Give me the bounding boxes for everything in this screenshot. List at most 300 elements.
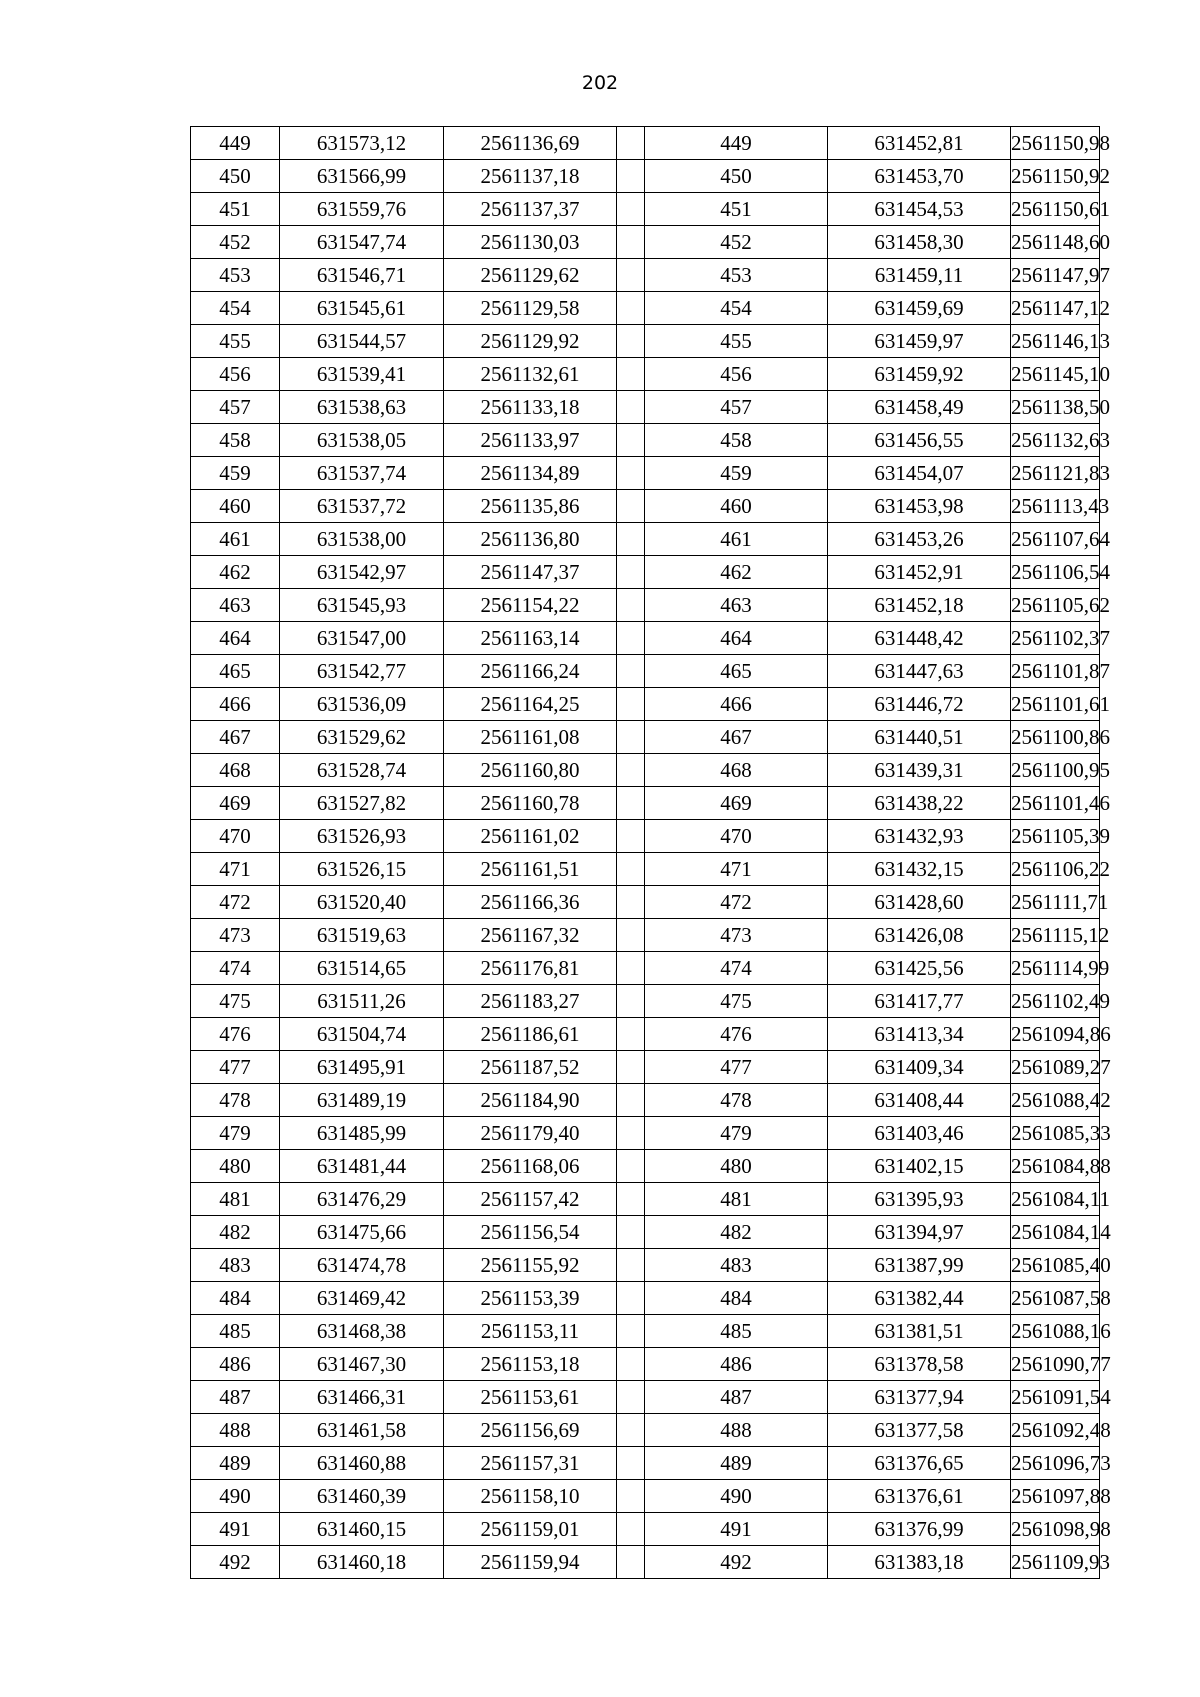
point-number-right: 484 <box>645 1282 828 1315</box>
y-coordinate-right: 2561106,22 <box>1011 853 1100 886</box>
point-number-right: 453 <box>645 259 828 292</box>
y-coordinate-left: 2561136,69 <box>444 127 617 160</box>
x-coordinate-right: 631459,11 <box>828 259 1011 292</box>
point-number-right: 473 <box>645 919 828 952</box>
table-row <box>191 457 1100 490</box>
table-row <box>191 1315 1100 1348</box>
table-row <box>191 1447 1100 1480</box>
point-number-left: 472 <box>191 886 280 919</box>
separator-cell <box>617 655 645 688</box>
point-number-left: 476 <box>191 1018 280 1051</box>
x-coordinate-left: 631547,00 <box>280 622 444 655</box>
x-coordinate-left: 631542,77 <box>280 655 444 688</box>
point-number-left: 480 <box>191 1150 280 1183</box>
y-coordinate-left: 2561160,80 <box>444 754 617 787</box>
x-coordinate-left: 631573,12 <box>280 127 444 160</box>
y-coordinate-right: 2561084,11 <box>1011 1183 1100 1216</box>
x-coordinate-left: 631485,99 <box>280 1117 444 1150</box>
separator-cell <box>617 853 645 886</box>
y-coordinate-right: 2561102,49 <box>1011 985 1100 1018</box>
y-coordinate-left: 2561161,02 <box>444 820 617 853</box>
y-coordinate-left: 2561134,89 <box>444 457 617 490</box>
separator-cell <box>617 193 645 226</box>
x-coordinate-right: 631395,93 <box>828 1183 1011 1216</box>
table-row <box>191 919 1100 952</box>
y-coordinate-left: 2561168,06 <box>444 1150 617 1183</box>
point-number-right: 487 <box>645 1381 828 1414</box>
y-coordinate-left: 2561179,40 <box>444 1117 617 1150</box>
point-number-right: 483 <box>645 1249 828 1282</box>
y-coordinate-left: 2561186,61 <box>444 1018 617 1051</box>
y-coordinate-right: 2561106,54 <box>1011 556 1100 589</box>
point-number-right: 476 <box>645 1018 828 1051</box>
x-coordinate-left: 631461,58 <box>280 1414 444 1447</box>
x-coordinate-right: 631382,44 <box>828 1282 1011 1315</box>
table-row <box>191 1117 1100 1150</box>
point-number-right: 485 <box>645 1315 828 1348</box>
point-number-left: 481 <box>191 1183 280 1216</box>
table-row <box>191 1216 1100 1249</box>
x-coordinate-left: 631467,30 <box>280 1348 444 1381</box>
x-coordinate-left: 631538,00 <box>280 523 444 556</box>
separator-cell <box>617 787 645 820</box>
separator-cell <box>617 259 645 292</box>
point-number-right: 488 <box>645 1414 828 1447</box>
y-coordinate-right: 2561105,39 <box>1011 820 1100 853</box>
point-number-left: 487 <box>191 1381 280 1414</box>
separator-cell <box>617 688 645 721</box>
point-number-right: 466 <box>645 688 828 721</box>
y-coordinate-right: 2561107,64 <box>1011 523 1100 556</box>
point-number-right: 465 <box>645 655 828 688</box>
point-number-left: 452 <box>191 226 280 259</box>
y-coordinate-right: 2561101,87 <box>1011 655 1100 688</box>
point-number-right: 481 <box>645 1183 828 1216</box>
table-row <box>191 1381 1100 1414</box>
x-coordinate-right: 631452,18 <box>828 589 1011 622</box>
y-coordinate-left: 2561137,18 <box>444 160 617 193</box>
y-coordinate-left: 2561155,92 <box>444 1249 617 1282</box>
table-row <box>191 1183 1100 1216</box>
y-coordinate-right: 2561094,86 <box>1011 1018 1100 1051</box>
point-number-left: 486 <box>191 1348 280 1381</box>
separator-cell <box>617 1249 645 1282</box>
x-coordinate-left: 631489,19 <box>280 1084 444 1117</box>
table-row <box>191 1150 1100 1183</box>
y-coordinate-right: 2561101,61 <box>1011 688 1100 721</box>
x-coordinate-right: 631381,51 <box>828 1315 1011 1348</box>
x-coordinate-right: 631376,99 <box>828 1513 1011 1546</box>
x-coordinate-right: 631458,49 <box>828 391 1011 424</box>
y-coordinate-right: 2561088,16 <box>1011 1315 1100 1348</box>
table-row <box>191 325 1100 358</box>
x-coordinate-right: 631453,70 <box>828 160 1011 193</box>
point-number-right: 454 <box>645 292 828 325</box>
point-number-right: 478 <box>645 1084 828 1117</box>
point-number-right: 482 <box>645 1216 828 1249</box>
y-coordinate-right: 2561148,60 <box>1011 226 1100 259</box>
x-coordinate-right: 631387,99 <box>828 1249 1011 1282</box>
y-coordinate-right: 2561096,73 <box>1011 1447 1100 1480</box>
x-coordinate-left: 631527,82 <box>280 787 444 820</box>
separator-cell <box>617 1282 645 1315</box>
y-coordinate-right: 2561098,98 <box>1011 1513 1100 1546</box>
point-number-left: 489 <box>191 1447 280 1480</box>
point-number-left: 490 <box>191 1480 280 1513</box>
x-coordinate-left: 631495,91 <box>280 1051 444 1084</box>
separator-cell <box>617 919 645 952</box>
x-coordinate-right: 631459,97 <box>828 325 1011 358</box>
point-number-left: 457 <box>191 391 280 424</box>
separator-cell <box>617 754 645 787</box>
x-coordinate-right: 631453,98 <box>828 490 1011 523</box>
y-coordinate-right: 2561150,98 <box>1011 127 1100 160</box>
point-number-right: 471 <box>645 853 828 886</box>
y-coordinate-left: 2561153,11 <box>444 1315 617 1348</box>
x-coordinate-right: 631403,46 <box>828 1117 1011 1150</box>
table-row <box>191 853 1100 886</box>
y-coordinate-right: 2561132,63 <box>1011 424 1100 457</box>
x-coordinate-left: 631460,39 <box>280 1480 444 1513</box>
y-coordinate-right: 2561090,77 <box>1011 1348 1100 1381</box>
x-coordinate-right: 631453,26 <box>828 523 1011 556</box>
x-coordinate-right: 631459,92 <box>828 358 1011 391</box>
x-coordinate-right: 631409,34 <box>828 1051 1011 1084</box>
y-coordinate-right: 2561150,61 <box>1011 193 1100 226</box>
point-number-right: 450 <box>645 160 828 193</box>
point-number-left: 471 <box>191 853 280 886</box>
point-number-left: 473 <box>191 919 280 952</box>
x-coordinate-right: 631456,55 <box>828 424 1011 457</box>
point-number-right: 477 <box>645 1051 828 1084</box>
x-coordinate-left: 631546,71 <box>280 259 444 292</box>
point-number-right: 459 <box>645 457 828 490</box>
y-coordinate-right: 2561105,62 <box>1011 589 1100 622</box>
x-coordinate-left: 631474,78 <box>280 1249 444 1282</box>
separator-cell <box>617 358 645 391</box>
point-number-left: 462 <box>191 556 280 589</box>
x-coordinate-left: 631469,42 <box>280 1282 444 1315</box>
point-number-left: 456 <box>191 358 280 391</box>
table-row <box>191 1546 1100 1579</box>
separator-cell <box>617 1084 645 1117</box>
table-row <box>191 820 1100 853</box>
point-number-left: 491 <box>191 1513 280 1546</box>
point-number-right: 462 <box>645 556 828 589</box>
x-coordinate-right: 631394,97 <box>828 1216 1011 1249</box>
y-coordinate-left: 2561158,10 <box>444 1480 617 1513</box>
y-coordinate-left: 2561164,25 <box>444 688 617 721</box>
y-coordinate-left: 2561159,94 <box>444 1546 617 1579</box>
x-coordinate-left: 631536,09 <box>280 688 444 721</box>
y-coordinate-right: 2561085,33 <box>1011 1117 1100 1150</box>
table-row <box>191 721 1100 754</box>
point-number-right: 470 <box>645 820 828 853</box>
x-coordinate-left: 631559,76 <box>280 193 444 226</box>
separator-cell <box>617 391 645 424</box>
y-coordinate-right: 2561091,54 <box>1011 1381 1100 1414</box>
separator-cell <box>617 1513 645 1546</box>
point-number-right: 475 <box>645 985 828 1018</box>
point-number-right: 455 <box>645 325 828 358</box>
y-coordinate-right: 2561100,95 <box>1011 754 1100 787</box>
x-coordinate-right: 631432,15 <box>828 853 1011 886</box>
separator-cell <box>617 985 645 1018</box>
separator-cell <box>617 952 645 985</box>
coordinates-table-body <box>191 127 1111 1579</box>
x-coordinate-right: 631454,07 <box>828 457 1011 490</box>
point-number-right: 463 <box>645 589 828 622</box>
table-row <box>191 160 1100 193</box>
y-coordinate-left: 2561135,86 <box>444 490 617 523</box>
table-row <box>191 1084 1100 1117</box>
separator-cell <box>617 589 645 622</box>
x-coordinate-right: 631413,34 <box>828 1018 1011 1051</box>
y-coordinate-right: 2561114,99 <box>1011 952 1100 985</box>
x-coordinate-right: 631438,22 <box>828 787 1011 820</box>
y-coordinate-left: 2561166,36 <box>444 886 617 919</box>
x-coordinate-left: 631547,74 <box>280 226 444 259</box>
point-number-right: 472 <box>645 886 828 919</box>
point-number-right: 451 <box>645 193 828 226</box>
point-number-right: 491 <box>645 1513 828 1546</box>
y-coordinate-left: 2561153,39 <box>444 1282 617 1315</box>
x-coordinate-right: 631447,63 <box>828 655 1011 688</box>
x-coordinate-left: 631519,63 <box>280 919 444 952</box>
table-row <box>191 754 1100 787</box>
y-coordinate-left: 2561129,58 <box>444 292 617 325</box>
y-coordinate-left: 2561161,51 <box>444 853 617 886</box>
y-coordinate-left: 2561157,42 <box>444 1183 617 1216</box>
y-coordinate-right: 2561138,50 <box>1011 391 1100 424</box>
point-number-left: 466 <box>191 688 280 721</box>
y-coordinate-right: 2561097,88 <box>1011 1480 1100 1513</box>
x-coordinate-right: 631378,58 <box>828 1348 1011 1381</box>
x-coordinate-right: 631458,30 <box>828 226 1011 259</box>
point-number-left: 460 <box>191 490 280 523</box>
separator-cell <box>617 160 645 193</box>
point-number-left: 459 <box>191 457 280 490</box>
x-coordinate-left: 631566,99 <box>280 160 444 193</box>
x-coordinate-right: 631402,15 <box>828 1150 1011 1183</box>
separator-cell <box>617 622 645 655</box>
x-coordinate-left: 631460,18 <box>280 1546 444 1579</box>
x-coordinate-right: 631452,91 <box>828 556 1011 589</box>
x-coordinate-left: 631538,63 <box>280 391 444 424</box>
x-coordinate-left: 631539,41 <box>280 358 444 391</box>
table-row <box>191 358 1100 391</box>
separator-cell <box>617 325 645 358</box>
x-coordinate-right: 631376,65 <box>828 1447 1011 1480</box>
y-coordinate-right: 2561085,40 <box>1011 1249 1100 1282</box>
y-coordinate-left: 2561183,27 <box>444 985 617 1018</box>
y-coordinate-left: 2561133,97 <box>444 424 617 457</box>
point-number-left: 450 <box>191 160 280 193</box>
x-coordinate-right: 631448,42 <box>828 622 1011 655</box>
separator-cell <box>617 1315 645 1348</box>
table-row <box>191 1018 1100 1051</box>
separator-cell <box>617 1447 645 1480</box>
separator-cell <box>617 886 645 919</box>
table-row <box>191 1282 1100 1315</box>
y-coordinate-right: 2561147,12 <box>1011 292 1100 325</box>
x-coordinate-right: 631383,18 <box>828 1546 1011 1579</box>
table-row <box>191 1513 1100 1546</box>
table-row <box>191 985 1100 1018</box>
separator-cell <box>617 1414 645 1447</box>
separator-cell <box>617 1183 645 1216</box>
y-coordinate-left: 2561137,37 <box>444 193 617 226</box>
point-number-right: 474 <box>645 952 828 985</box>
table-row <box>191 1249 1100 1282</box>
x-coordinate-left: 631468,38 <box>280 1315 444 1348</box>
point-number-right: 467 <box>645 721 828 754</box>
separator-cell <box>617 1018 645 1051</box>
point-number-right: 492 <box>645 1546 828 1579</box>
x-coordinate-left: 631476,29 <box>280 1183 444 1216</box>
point-number-right: 452 <box>645 226 828 259</box>
x-coordinate-right: 631454,53 <box>828 193 1011 226</box>
separator-cell <box>617 523 645 556</box>
y-coordinate-left: 2561157,31 <box>444 1447 617 1480</box>
y-coordinate-right: 2561109,93 <box>1011 1546 1100 1579</box>
point-number-right: 449 <box>645 127 828 160</box>
x-coordinate-left: 631545,61 <box>280 292 444 325</box>
separator-cell <box>617 1216 645 1249</box>
table-row <box>191 1051 1100 1084</box>
table-row <box>191 490 1100 523</box>
y-coordinate-left: 2561167,32 <box>444 919 617 952</box>
table-row <box>191 688 1100 721</box>
x-coordinate-left: 631544,57 <box>280 325 444 358</box>
x-coordinate-right: 631377,58 <box>828 1414 1011 1447</box>
x-coordinate-left: 631537,74 <box>280 457 444 490</box>
point-number-left: 488 <box>191 1414 280 1447</box>
table-row <box>191 655 1100 688</box>
x-coordinate-right: 631377,94 <box>828 1381 1011 1414</box>
x-coordinate-right: 631408,44 <box>828 1084 1011 1117</box>
point-number-left: 478 <box>191 1084 280 1117</box>
y-coordinate-right: 2561088,42 <box>1011 1084 1100 1117</box>
table-row <box>191 292 1100 325</box>
x-coordinate-right: 631432,93 <box>828 820 1011 853</box>
y-coordinate-right: 2561145,10 <box>1011 358 1100 391</box>
y-coordinate-right: 2561115,12 <box>1011 919 1100 952</box>
y-coordinate-left: 2561154,22 <box>444 589 617 622</box>
x-coordinate-left: 631545,93 <box>280 589 444 622</box>
table-row <box>191 622 1100 655</box>
point-number-left: 463 <box>191 589 280 622</box>
x-coordinate-right: 631425,56 <box>828 952 1011 985</box>
y-coordinate-left: 2561132,61 <box>444 358 617 391</box>
point-number-left: 479 <box>191 1117 280 1150</box>
y-coordinate-left: 2561163,14 <box>444 622 617 655</box>
table-row <box>191 787 1100 820</box>
separator-cell <box>617 292 645 325</box>
y-coordinate-right: 2561111,71 <box>1011 886 1100 919</box>
table-row <box>191 424 1100 457</box>
separator-cell <box>617 556 645 589</box>
separator-cell <box>617 1348 645 1381</box>
table-row <box>191 226 1100 259</box>
point-number-left: 453 <box>191 259 280 292</box>
table-row <box>191 193 1100 226</box>
x-coordinate-left: 631537,72 <box>280 490 444 523</box>
table-row <box>191 523 1100 556</box>
y-coordinate-right: 2561084,14 <box>1011 1216 1100 1249</box>
separator-cell <box>617 1051 645 1084</box>
y-coordinate-right: 2561092,48 <box>1011 1414 1100 1447</box>
point-number-left: 458 <box>191 424 280 457</box>
y-coordinate-left: 2561153,61 <box>444 1381 617 1414</box>
y-coordinate-left: 2561153,18 <box>444 1348 617 1381</box>
separator-cell <box>617 1546 645 1579</box>
x-coordinate-right: 631440,51 <box>828 721 1011 754</box>
y-coordinate-left: 2561160,78 <box>444 787 617 820</box>
y-coordinate-right: 2561121,83 <box>1011 457 1100 490</box>
point-number-right: 469 <box>645 787 828 820</box>
y-coordinate-right: 2561147,97 <box>1011 259 1100 292</box>
point-number-left: 484 <box>191 1282 280 1315</box>
point-number-left: 454 <box>191 292 280 325</box>
separator-cell <box>617 424 645 457</box>
point-number-right: 490 <box>645 1480 828 1513</box>
y-coordinate-left: 2561133,18 <box>444 391 617 424</box>
x-coordinate-left: 631460,15 <box>280 1513 444 1546</box>
y-coordinate-left: 2561136,80 <box>444 523 617 556</box>
table-row <box>191 1414 1100 1447</box>
x-coordinate-left: 631529,62 <box>280 721 444 754</box>
point-number-right: 456 <box>645 358 828 391</box>
x-coordinate-left: 631542,97 <box>280 556 444 589</box>
y-coordinate-left: 2561156,54 <box>444 1216 617 1249</box>
separator-cell <box>617 1150 645 1183</box>
point-number-left: 477 <box>191 1051 280 1084</box>
coordinates-table <box>190 126 1111 1579</box>
point-number-left: 474 <box>191 952 280 985</box>
x-coordinate-left: 631528,74 <box>280 754 444 787</box>
y-coordinate-left: 2561187,52 <box>444 1051 617 1084</box>
point-number-right: 464 <box>645 622 828 655</box>
x-coordinate-left: 631460,88 <box>280 1447 444 1480</box>
y-coordinate-right: 2561089,27 <box>1011 1051 1100 1084</box>
point-number-right: 457 <box>645 391 828 424</box>
y-coordinate-right: 2561113,43 <box>1011 490 1100 523</box>
x-coordinate-left: 631526,93 <box>280 820 444 853</box>
point-number-left: 465 <box>191 655 280 688</box>
separator-cell <box>617 457 645 490</box>
point-number-right: 479 <box>645 1117 828 1150</box>
x-coordinate-left: 631514,65 <box>280 952 444 985</box>
table-row <box>191 1480 1100 1513</box>
point-number-left: 449 <box>191 127 280 160</box>
separator-cell <box>617 127 645 160</box>
x-coordinate-right: 631446,72 <box>828 688 1011 721</box>
x-coordinate-left: 631504,74 <box>280 1018 444 1051</box>
y-coordinate-left: 2561156,69 <box>444 1414 617 1447</box>
point-number-right: 480 <box>645 1150 828 1183</box>
separator-cell <box>617 1480 645 1513</box>
separator-cell <box>617 490 645 523</box>
point-number-left: 485 <box>191 1315 280 1348</box>
separator-cell <box>617 820 645 853</box>
table-row <box>191 127 1100 160</box>
point-number-left: 455 <box>191 325 280 358</box>
y-coordinate-left: 2561129,92 <box>444 325 617 358</box>
y-coordinate-left: 2561166,24 <box>444 655 617 688</box>
y-coordinate-left: 2561147,37 <box>444 556 617 589</box>
point-number-left: 492 <box>191 1546 280 1579</box>
